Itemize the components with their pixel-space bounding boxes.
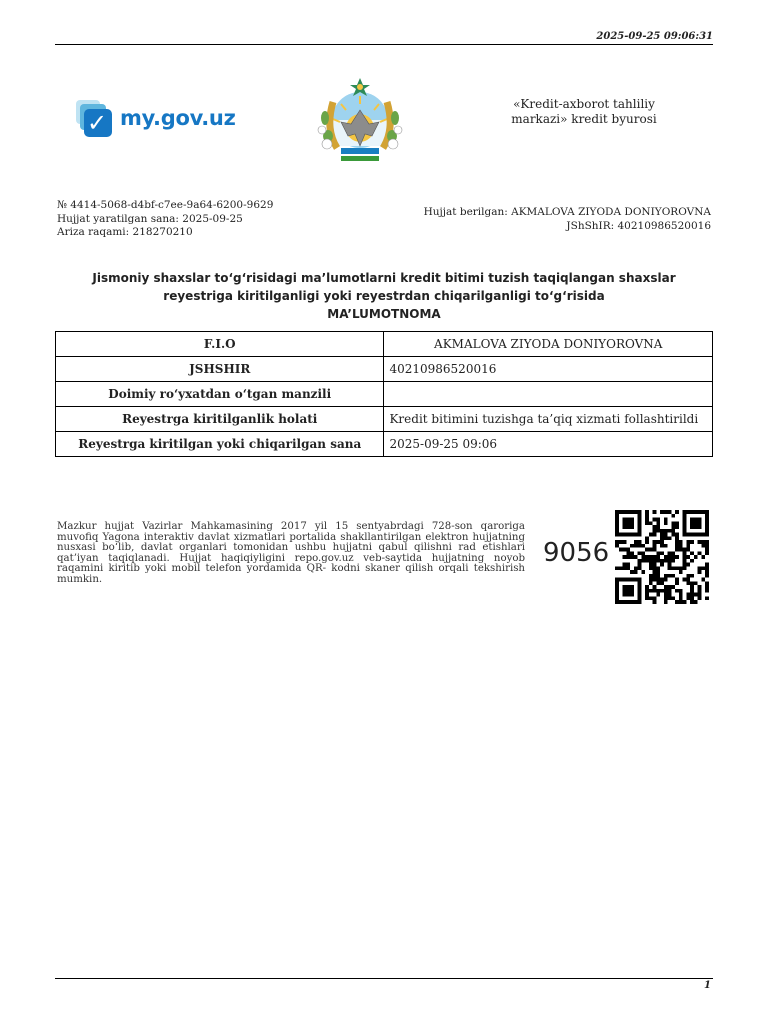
uzbekistan-state-emblem-icon	[311, 74, 409, 166]
issued-to: Hujjat berilgan: AKMALOVA ZIYODA DONIYOROVNA	[423, 206, 711, 218]
row-label: JSHSHIR	[56, 357, 384, 382]
table-row	[56, 407, 713, 432]
row-label: Reyestrga kiritilganlik holati	[56, 407, 384, 432]
title-line-1: Jismoniy shaxslar to‘g‘risidagi ma’lumotlarni kredit bitimi tuzish taqiqlangan shaxslar	[92, 271, 676, 285]
table-row	[56, 432, 713, 457]
row-value	[384, 382, 713, 407]
bureau-name: «Kredit-axborot tahliliy markazi» kredit byurosi	[511, 97, 657, 126]
row-value: Kredit bitimini tuzishga ta’qiq xizmati follashtirildi	[384, 407, 713, 432]
qr-code-icon	[613, 510, 711, 604]
table-row	[56, 357, 713, 382]
document-meta-left	[57, 199, 273, 240]
table-row	[56, 382, 713, 407]
legal-note: Mazkur hujjat Vazirlar Mahkamasining 2017 yil 15 sentyabrdagi 728-son qaroriga muvofiq Yagona interaktiv davlat xizmatlari portalida shakllantirilgan elektron hujjatning nusxasi bo‘lib, davlat organlari tomonidan ushbu hujjatni qabul qilishni rad etishlari qat’iyan taqiqlanadi. Hujjat haqiqiyligini repo.gov.uz veb-saytida hujjatning noyob raqamini kiritib yoki mobil telefon yordamida QR- kodni skaner qilish orqali tekshirish mumkin.	[57, 521, 525, 585]
table-row	[56, 332, 713, 357]
jshshir-meta: JShShIR: 40210986520016	[566, 219, 711, 232]
qr-number: 9056	[543, 538, 610, 568]
info-table	[55, 331, 713, 457]
title-line-2: reyestriga kiritilganligi yoki reyestrdan chiqarilganligi to‘g‘risida	[163, 289, 605, 303]
checkmark-stack-icon: ✓	[76, 100, 112, 136]
mygov-logo-text: my.gov.uz	[120, 106, 236, 130]
title-line-3: MA’LUMOTNOMA	[327, 307, 441, 321]
document-meta-right	[424, 206, 711, 233]
row-value: AKMALOVA ZIYODA DONIYOROVNA	[384, 332, 713, 357]
row-label: Doimiy ro‘yxatdan o‘tgan manzili	[56, 382, 384, 407]
row-value: 40210986520016	[384, 357, 713, 382]
document-number: № 4414-5068-d4bf-c7ee-9a64-6200-9629	[57, 199, 274, 211]
document-timestamp: 2025-09-25 09:06:31	[596, 31, 713, 42]
row-label: Reyestrga kiritilgan yoki chiqarilgan sana	[56, 432, 384, 457]
page-number: 1	[704, 980, 711, 991]
created-date: Hujjat yaratilgan sana: 2025-09-25	[57, 212, 243, 225]
row-label: F.I.O	[56, 332, 384, 357]
row-value: 2025-09-25 09:06	[384, 432, 713, 457]
mygov-logo	[76, 100, 236, 136]
top-divider	[55, 44, 713, 45]
document-title	[55, 269, 713, 323]
application-number: Ariza raqami: 218270210	[57, 226, 193, 238]
bottom-divider	[55, 978, 713, 979]
